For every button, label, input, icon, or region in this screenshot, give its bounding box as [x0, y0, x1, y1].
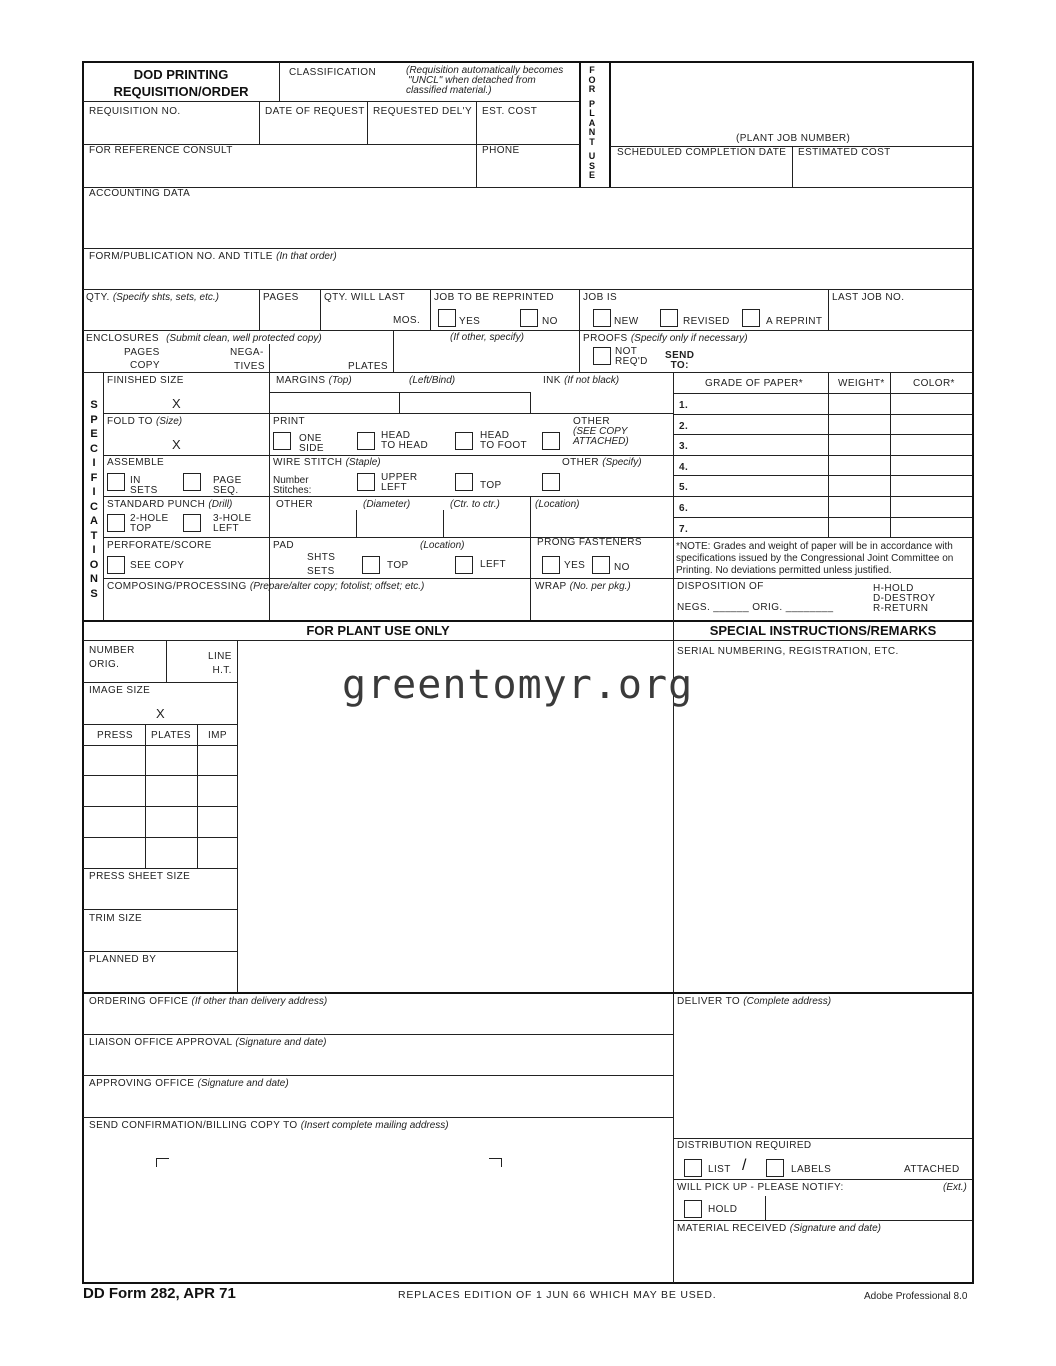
divider [530, 496, 531, 537]
print-other-label: OTHER (SEE COPY ATTACHED) [573, 416, 629, 447]
plant-job-number-label: (PLANT JOB NUMBER) [736, 133, 851, 144]
stitch-upper-left-label: UPPER LEFT [381, 472, 418, 493]
divider [674, 496, 972, 497]
imp-header: IMP [208, 730, 227, 741]
divider [674, 455, 972, 456]
estimated-cost-label: ESTIMATED COST [798, 147, 891, 158]
distribution-labels-label: LABELS [791, 1164, 832, 1175]
stitch-other-label: OTHER (Specify) [562, 457, 642, 468]
pad-shts-label: SHTS [307, 552, 336, 563]
paper-row-number: 6. [679, 503, 689, 514]
print-head-to-head-checkbox[interactable] [357, 432, 375, 450]
replaces-edition: REPLACES EDITION OF 1 JUN 66 WHICH MAY BE USED. [398, 1289, 717, 1301]
divider [83, 1034, 674, 1035]
divider [270, 392, 531, 393]
accounting-data-label: ACCOUNTING DATA [89, 188, 191, 199]
ext-label: (Ext.) [943, 1182, 967, 1193]
planned-by-label: PLANNED BY [89, 954, 157, 965]
print-head-to-foot-label: HEAD TO FOOT [480, 430, 528, 451]
pages-label: PAGES [263, 292, 299, 303]
divider [674, 578, 972, 579]
divider [83, 909, 238, 910]
divider [83, 640, 973, 641]
frame-top [82, 61, 974, 63]
divider [279, 62, 280, 101]
divider [393, 330, 394, 372]
distribution-slash: / [742, 1157, 747, 1174]
print-one-side-checkbox[interactable] [273, 432, 291, 450]
divider [83, 837, 238, 838]
punch-ctr-label: (Ctr. to ctr.) [450, 499, 500, 510]
paper-row-number: 2. [679, 421, 689, 432]
punch-location-label: (Location) [535, 499, 580, 510]
assemble-label: ASSEMBLE [107, 457, 165, 468]
paper-note: *NOTE: Grades and weight of paper will be in accordance with specifications issued by the Congressional Joint Committee on Printing. No deviations permitted unless justified. [676, 541, 954, 576]
enclosures-tives: TIVES [234, 361, 265, 372]
disposition-label: DISPOSITION OF [677, 581, 764, 592]
plant-use-title: FOR PLANT USE ONLY [306, 623, 450, 638]
pad-label: PAD [273, 540, 295, 551]
job-reprint-label: A REPRINT [766, 316, 823, 327]
print-head-to-foot-checkbox[interactable] [455, 432, 473, 450]
prong-no-label: NO [614, 562, 630, 573]
stitch-top-label: TOP [480, 480, 502, 491]
divider [83, 1075, 674, 1076]
stitch-upper-left-checkbox[interactable] [357, 473, 375, 491]
fold-to-label: FOLD TO (Size) [107, 416, 183, 427]
divider [674, 1138, 972, 1139]
serial-numbering-label: SERIAL NUMBERING, REGISTRATION, ETC. [677, 646, 899, 657]
divider [104, 455, 674, 456]
proofs-label: PROOFS (Specify only if necessary) [583, 333, 748, 344]
perforate-see-copy-checkbox[interactable] [107, 556, 125, 574]
liaison-office-label: LIAISON OFFICE APPROVAL (Signature and date) [89, 1037, 327, 1048]
press-sheet-size-label: PRESS SHEET SIZE [89, 871, 191, 882]
punch-other-label: OTHER [276, 499, 313, 510]
pad-top-checkbox[interactable] [362, 556, 380, 574]
divider [83, 745, 238, 746]
distribution-labels-checkbox[interactable] [766, 1159, 784, 1177]
divider [579, 289, 580, 330]
perforate-label: PERFORATE/SCORE [107, 540, 212, 551]
watermark: greentomyr.org [342, 662, 694, 708]
distribution-list-label: LIST [708, 1164, 731, 1175]
divider [83, 330, 973, 331]
divider [83, 868, 238, 869]
pad-left-label: LEFT [480, 559, 507, 570]
divider [83, 289, 973, 290]
pad-left-checkbox[interactable] [455, 556, 473, 574]
image-size-x: X [156, 706, 166, 721]
finished-size-label: FINISHED SIZE [107, 375, 184, 386]
fold-to-x: X [172, 437, 182, 452]
mos-label: MOS. [393, 315, 421, 326]
est-cost-label: EST. COST [482, 106, 538, 117]
paper-row-number: 4. [679, 462, 689, 473]
reprinted-yes-label: YES [459, 316, 481, 327]
margins-left-bind: (Left/Bind) [409, 375, 456, 386]
enclosures-pages: PAGES [124, 347, 160, 358]
divider [674, 1179, 972, 1180]
divider [673, 620, 674, 1283]
divider [674, 1220, 972, 1221]
job-revised-checkbox[interactable] [660, 309, 678, 327]
distribution-attached-label: ATTACHED [904, 1164, 960, 1175]
enclosures-nega: NEGA- [230, 347, 264, 358]
number-orig-label: NUMBER ORIG. [89, 645, 135, 670]
ordering-office-label: ORDERING OFFICE (If other than delivery address) [89, 996, 328, 1007]
job-is-label: JOB IS [583, 292, 618, 303]
divider [674, 414, 972, 415]
image-size-label: IMAGE SIZE [89, 685, 151, 696]
specifications-vertical: S P E C I F I C A T I O N S [89, 399, 99, 600]
punch-3hole-label: 3-HOLE LEFT [213, 513, 252, 534]
divider [430, 289, 431, 330]
divider [674, 434, 972, 435]
divider [83, 101, 580, 102]
color-header: COLOR* [913, 378, 955, 389]
divider [83, 682, 238, 683]
requested-dely-label: REQUESTED DEL'Y [373, 106, 473, 117]
material-received-label: MATERIAL RECEIVED (Signature and date) [677, 1223, 881, 1234]
standard-punch-label: STANDARD PUNCH (Drill) [107, 499, 233, 510]
distribution-list-checkbox[interactable] [684, 1159, 702, 1177]
divider [83, 248, 973, 249]
frame-left [82, 61, 84, 1283]
punch-diameter-label: (Diameter) [363, 499, 411, 510]
print-head-to-head-label: HEAD TO HEAD [381, 430, 429, 451]
address-corner-right [489, 1158, 502, 1167]
grade-of-paper-header: GRADE OF PAPER* [705, 378, 804, 389]
finished-size-x: X [172, 396, 182, 411]
divider [320, 289, 321, 330]
assemble-page-seq-checkbox[interactable] [183, 473, 201, 491]
divider [104, 578, 674, 579]
divider [765, 1196, 766, 1220]
divider [166, 640, 167, 682]
ink-label: INK (If not black) [543, 375, 620, 386]
qty-will-last-label: QTY. WILL LAST [324, 292, 406, 303]
enclosures-other: (If other, specify) [450, 332, 524, 343]
last-job-no-label: LAST JOB NO. [832, 292, 905, 303]
perforate-see-copy-label: SEE COPY [130, 560, 185, 571]
send-confirmation-label: SEND CONFIRMATION/BILLING COPY TO (Insert complete mailing address) [89, 1120, 449, 1131]
job-revised-label: REVISED [683, 316, 730, 327]
classification-label: CLASSIFICATION [289, 67, 377, 78]
divider [83, 992, 973, 994]
job-new-checkbox[interactable] [593, 309, 611, 327]
disposition-negs-orig: NEGS. ______ ORIG. ________ [677, 602, 834, 613]
press-header: PRESS [97, 730, 133, 741]
margins-label: MARGINS (Top) [276, 375, 352, 386]
software-label: Adobe Professional 8.0 [864, 1291, 968, 1302]
divider [83, 806, 238, 807]
job-new-label: NEW [614, 316, 639, 327]
frame-bottom [82, 1282, 974, 1284]
line-ht-label: LINE H.T. [208, 651, 232, 676]
proofs-not-reqd-checkbox[interactable] [593, 347, 611, 365]
disposition-codes: H-HOLD D-DESTROY R-RETURN [873, 583, 936, 614]
divider [609, 62, 611, 188]
divider [237, 640, 238, 992]
divider [83, 372, 674, 373]
divider [83, 951, 238, 952]
proofs-not-reqd-label: NOT REQ'D [615, 346, 648, 367]
print-label: PRINT [273, 416, 305, 427]
paper-row-number: 5. [679, 482, 689, 493]
divider [83, 1117, 674, 1118]
stitch-top-checkbox[interactable] [455, 473, 473, 491]
divider [367, 101, 368, 144]
divider [259, 289, 260, 330]
divider [83, 724, 238, 725]
date-of-request-label: DATE OF REQUEST [265, 106, 365, 117]
divider [83, 775, 238, 776]
number-stitches-label: Number Stitches: [273, 475, 312, 496]
reprinted-no-label: NO [542, 316, 558, 327]
punch-2hole-checkbox[interactable] [107, 514, 125, 532]
requisition-no-label: REQUISITION NO. [89, 106, 181, 117]
divider [104, 496, 674, 497]
divider [443, 510, 444, 537]
divider [674, 475, 972, 476]
assemble-in-sets-checkbox[interactable] [107, 473, 125, 491]
for-reference-label: FOR REFERENCE CONSULT [89, 145, 233, 156]
job-reprint-checkbox[interactable] [742, 309, 760, 327]
enclosures-copy: COPY [130, 360, 160, 371]
trim-size-label: TRIM SIZE [89, 913, 143, 924]
prong-yes-checkbox[interactable] [542, 556, 560, 574]
prong-yes-label: YES [564, 560, 586, 571]
enclosures-label: ENCLOSURES (Submit clean, well protected copy) [86, 333, 322, 344]
stitch-other-checkbox[interactable] [542, 473, 560, 491]
will-pick-up-label: WILL PICK UP - PLEASE NOTIFY: [677, 1182, 844, 1193]
divider [674, 372, 972, 373]
divider [356, 510, 357, 537]
hold-checkbox[interactable] [684, 1200, 702, 1218]
for-plant-use-vertical: F O R P L A N T U S E [588, 65, 596, 180]
hold-label: HOLD [708, 1204, 738, 1215]
divider [674, 393, 972, 394]
form-id: DD Form 282, APR 71 [83, 1285, 236, 1302]
paper-row-number: 3. [679, 441, 689, 452]
prong-label: PRONG FASTENERS [537, 537, 642, 548]
form-title: DOD PRINTING REQUISITION/ORDER [113, 67, 249, 99]
punch-3hole-checkbox[interactable] [183, 514, 201, 532]
classification-note: (Requisition automatically becomes "UNCL" when detached from classified material.) [406, 65, 564, 96]
divider [259, 101, 260, 144]
divider [83, 187, 973, 188]
reprinted-no-checkbox[interactable] [520, 309, 538, 327]
divider [579, 62, 581, 188]
job-reprinted-label: JOB TO BE REPRINTED [434, 292, 555, 303]
divider [828, 289, 829, 330]
pad-location-label: (Location) [420, 540, 465, 551]
paper-row-number: 1. [679, 400, 689, 411]
distribution-label: DISTRIBUTION REQUIRED [677, 1140, 812, 1151]
pad-top-label: TOP [387, 560, 409, 571]
wire-stitch-label: WIRE STITCH (Staple) [273, 457, 381, 468]
divider [674, 537, 972, 538]
print-other-checkbox[interactable] [542, 432, 560, 450]
form-publication-label: FORM/PUBLICATION NO. AND TITLE (In that order) [89, 251, 337, 262]
send-to-label: SEND TO: [665, 350, 695, 371]
divider [530, 392, 531, 413]
wrap-label: WRAP (No. per pkg.) [535, 581, 631, 592]
composing-label: COMPOSING/PROCESSING (Prepare/alter copy; fotolist; offset; etc.) [107, 581, 425, 592]
frame-right [972, 61, 974, 1283]
special-instructions-title: SPECIAL INSTRUCTIONS/REMARKS [709, 623, 937, 638]
enclosures-plates: PLATES [348, 361, 389, 372]
divider [83, 620, 973, 622]
divider [399, 392, 400, 413]
divider [579, 330, 580, 372]
paper-row-number: 7. [679, 524, 689, 535]
scheduled-completion-label: SCHEDULED COMPLETION DATE [617, 147, 787, 158]
divider [674, 517, 972, 518]
plates-header: PLATES [151, 730, 192, 741]
deliver-to-label: DELIVER TO (Complete address) [677, 996, 832, 1007]
print-one-side-label: ONE SIDE [299, 433, 324, 454]
weight-header: WEIGHT* [838, 378, 885, 389]
pad-sets-label: SETS [307, 566, 335, 577]
assemble-page-seq-label: PAGE SEQ. [213, 475, 242, 496]
prong-no-checkbox[interactable] [592, 556, 610, 574]
phone-label: PHONE [482, 145, 520, 156]
qty-label: QTY. (Specify shts, sets, etc.) [86, 292, 219, 303]
punch-2hole-label: 2-HOLE TOP [130, 513, 169, 534]
reprinted-yes-checkbox[interactable] [438, 309, 456, 327]
divider [269, 344, 270, 372]
address-corner-left [156, 1158, 169, 1167]
assemble-in-sets-label: IN SETS [130, 475, 158, 496]
approving-office-label: APPROVING OFFICE (Signature and date) [89, 1078, 289, 1089]
divider [104, 413, 674, 414]
divider [792, 146, 793, 188]
